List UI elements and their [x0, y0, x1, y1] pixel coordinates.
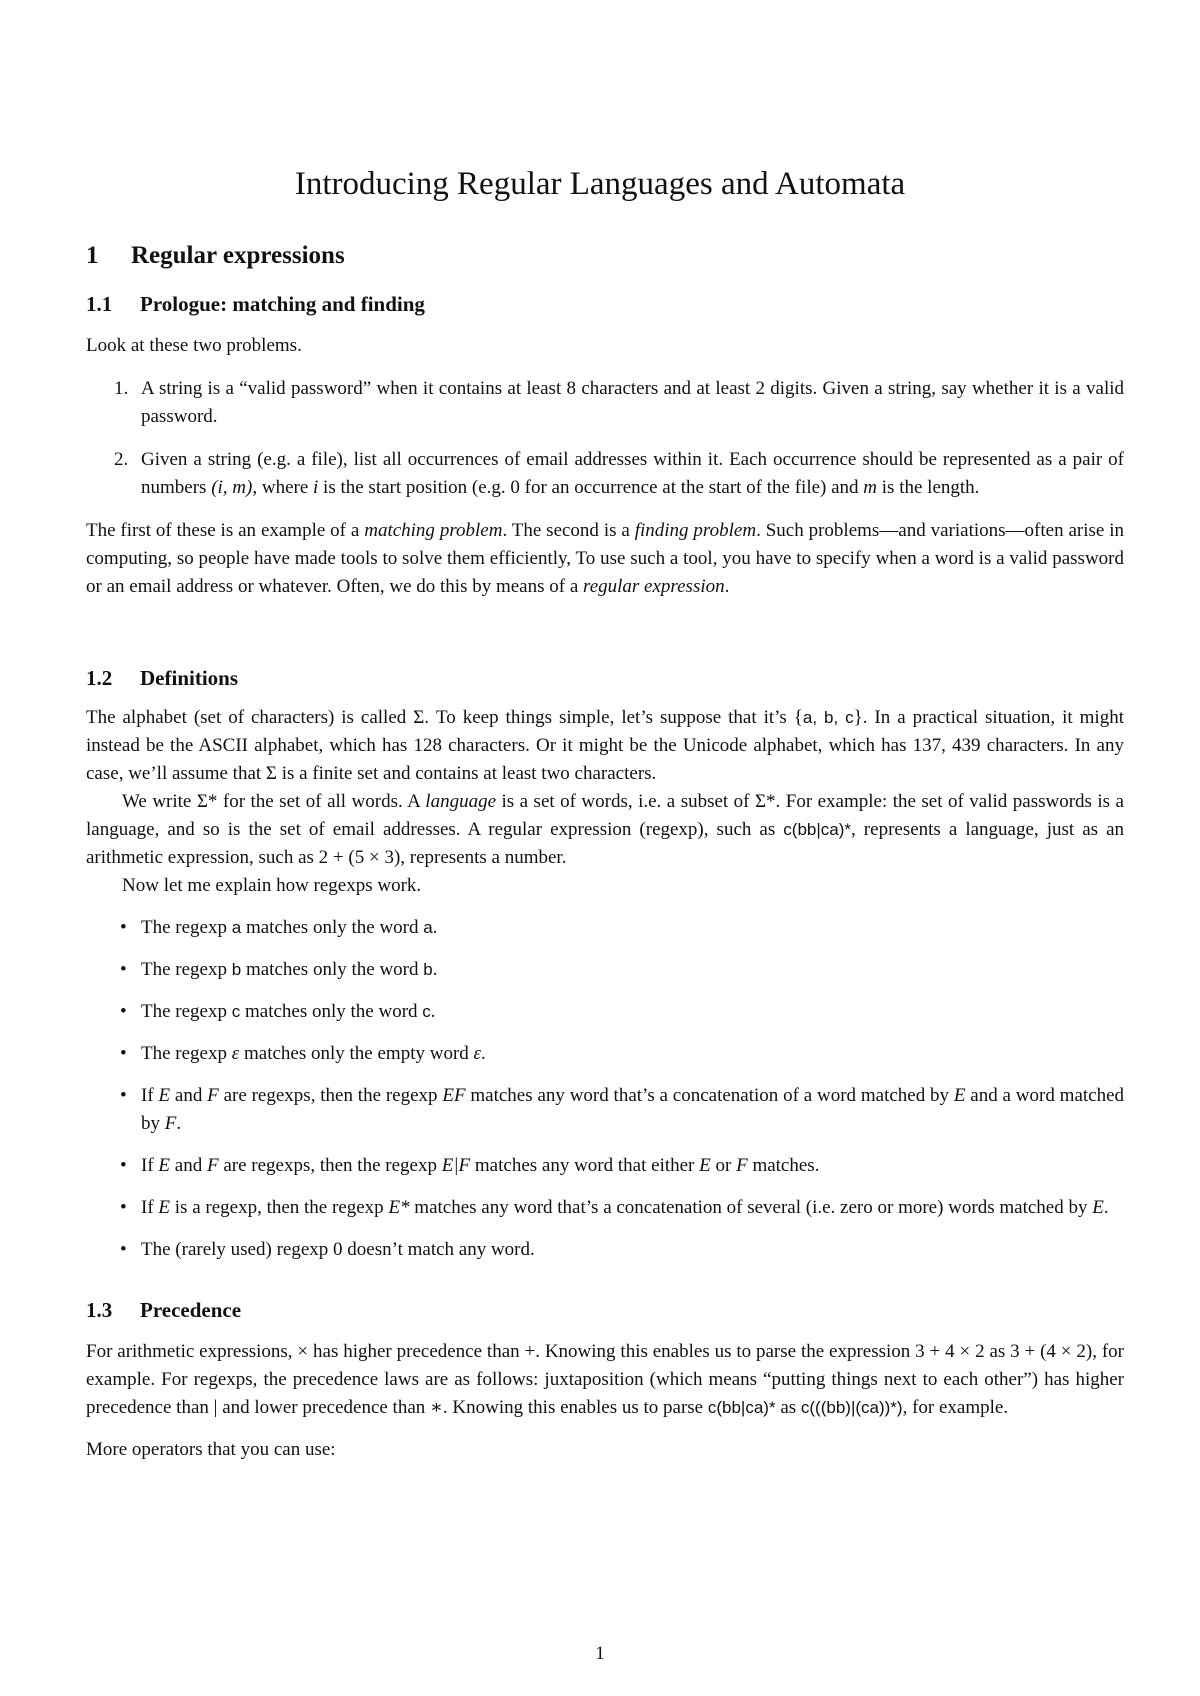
text: matches. — [747, 1155, 820, 1176]
text: If — [141, 1197, 159, 1218]
text: If — [141, 1085, 159, 1106]
subsection-number: 1.3 — [86, 1298, 113, 1322]
math-var: E — [1092, 1197, 1104, 1218]
bullet-icon: • — [120, 1085, 127, 1106]
regexp-rules-list — [86, 914, 1124, 1264]
rule-item — [86, 1040, 1124, 1068]
subsection-1-1-body — [86, 332, 1124, 601]
problem-text: is the length. — [877, 477, 980, 498]
emphasis: matching problem — [364, 520, 503, 541]
text: is a regexp, then the regexp — [170, 1197, 389, 1218]
more-operators-paragraph: More operators that you can use: — [86, 1439, 336, 1460]
text: . — [1103, 1197, 1109, 1218]
text: . Such problems—and variations—often arise in computing, so people have made tools to solve them efficiently, To use such a tool, you have to specify when a word is a valid password or an email address or whatever. Often, we do this by means of a — [86, 520, 1124, 597]
page-number: 1 — [595, 1643, 605, 1664]
problem-text: is the start position (e.g. 0 for an occurrence at the start of the file) and — [318, 477, 864, 498]
rule-item — [86, 914, 1124, 942]
text: or — [710, 1155, 737, 1176]
subsection-1-2-body — [86, 704, 1124, 1264]
text: The regexp — [141, 1043, 232, 1064]
text: , for example. — [902, 1397, 1009, 1418]
section-number: 1 — [86, 242, 99, 269]
text: For arithmetic expressions, × has higher precedence than +. Knowing this enables us to parse the expression 3 + 4 × 2 as 3 + (4 × 2), for example. For regexps, the precedence laws are as follows: juxtaposition (which means “putting things next to each other”) has higher precedence than | and lower precedence than ∗. Knowing this enables us to parse — [86, 1341, 1124, 1418]
language-paragraph — [86, 788, 1124, 872]
alphabet-paragraph — [86, 704, 1124, 788]
text: The regexp — [141, 1001, 232, 1022]
regexp-example: c(bb|ca)* — [707, 1398, 776, 1417]
bullet-icon: • — [120, 1197, 127, 1218]
subsection-number: 1.2 — [86, 666, 113, 690]
math-pair: (i, m) — [211, 477, 253, 498]
epsilon: ε — [231, 1043, 240, 1064]
math-var: m — [863, 477, 878, 498]
text: matches only the empty word — [239, 1043, 474, 1064]
document-title: Introducing Regular Languages and Automata — [294, 166, 906, 202]
rule-item — [86, 956, 1124, 984]
emphasis: regular expression — [583, 576, 725, 597]
text: is a set of words, i.e. a subset of Σ*. For example: the set of valid passwords is a language, and so is the set of email addresses. A regular expression (regexp), such as — [86, 791, 1124, 840]
rule-item — [86, 1194, 1124, 1222]
subsection-1-1-heading — [86, 290, 425, 318]
math-var: E — [953, 1085, 966, 1106]
regexp-literal: c — [231, 1002, 241, 1021]
text: The regexp — [141, 959, 232, 980]
text: are regexps, then the regexp — [218, 1155, 442, 1176]
text: . — [430, 1001, 436, 1022]
text: are regexps, then the regexp — [218, 1085, 443, 1106]
text: , represents a language, just as an arithmetic expression, such as 2 + (5 × 3), represents a number. — [86, 819, 1125, 868]
subsection-title: Precedence — [140, 1298, 242, 1322]
math-var: i — [313, 477, 319, 498]
bullet-icon: • — [120, 1239, 127, 1260]
text: . — [176, 1113, 182, 1134]
text: matches any word that’s a concatenation of several (i.e. zero or more) words matched by — [409, 1197, 1093, 1218]
math-var: E — [699, 1155, 711, 1176]
math-var: E — [158, 1155, 171, 1176]
math-expr: EF — [442, 1085, 466, 1106]
word-literal: c — [422, 1002, 431, 1021]
bullet-icon: • — [120, 1155, 127, 1176]
math-var: F — [207, 1085, 219, 1106]
text: matches only the word — [241, 917, 424, 938]
text: and — [170, 1085, 208, 1106]
text: matches only the word — [240, 1001, 423, 1022]
text: If — [141, 1155, 159, 1176]
subsection-title: Prologue: matching and finding — [140, 292, 425, 316]
problem-item-2 — [86, 446, 1124, 502]
subsection-title: Definitions — [140, 666, 239, 690]
text: }. In a practical situation, it might instead be the ASCII alphabet, which has 128 characters. Or it might be the Unicode alphabet, which has 137, 439 characters. In any case, we’ll assume that Σ is a finite set and contains at least two characters. — [86, 707, 1124, 784]
epsilon: ε — [473, 1043, 482, 1064]
math-var: F — [736, 1155, 748, 1176]
text: . — [724, 576, 730, 597]
regexp-literal: a — [231, 918, 242, 937]
problem-text: A string is a “valid password” when it contains at least 8 characters and at least 2 digits. Given a string, say whether it is a valid password. — [141, 378, 1124, 427]
regexp-literal: b — [231, 960, 242, 979]
section-1-heading — [86, 240, 345, 272]
list-number: 2. — [114, 449, 129, 470]
subsection-1-2-heading — [86, 664, 238, 692]
rule-item — [86, 998, 1124, 1026]
rule-item — [86, 1152, 1124, 1180]
text: The alphabet (set of characters) is called Σ. To keep things simple, let’s suppose that it’s { — [86, 707, 803, 728]
regexp-parsed: c(((bb)|(ca))*) — [800, 1398, 903, 1417]
bullet-icon: • — [120, 959, 127, 980]
bullet-icon: • — [120, 1001, 127, 1022]
precedence-paragraph — [86, 1338, 1124, 1422]
rule-item — [86, 1082, 1124, 1138]
math-var: F — [206, 1155, 219, 1176]
intro-paragraph: Look at these two problems. — [86, 335, 302, 356]
problem-text: Given a string (e.g. a file), list all occurrences of email addresses within it. Each occurrence should be represented as a pair of numbers — [141, 449, 1124, 498]
math-var: E — [158, 1197, 171, 1218]
emphasis: language — [425, 791, 497, 812]
text: We write Σ* for the set of all words. A — [122, 791, 426, 812]
text: The (rarely used) regexp 0 doesn’t match any word. — [141, 1239, 535, 1260]
text: . The second is a — [502, 520, 635, 541]
text: The first of these is an example of a — [86, 520, 365, 541]
subsection-number: 1.1 — [86, 292, 113, 316]
subsection-1-3-body — [86, 1338, 1124, 1464]
text: matches any word that either — [470, 1155, 700, 1176]
matching-paragraph — [86, 517, 1124, 601]
subsection-1-3-heading — [86, 1296, 241, 1324]
explain-paragraph: Now let me explain how regexps work. — [122, 875, 422, 896]
list-number: 1. — [114, 378, 129, 399]
math-var: F — [164, 1113, 177, 1134]
bullet-icon: • — [120, 1043, 127, 1064]
text: and — [170, 1155, 207, 1176]
bullet-icon: • — [120, 917, 127, 938]
word-literal: b — [423, 960, 433, 979]
text: and a word matched by — [141, 1085, 1125, 1134]
text: . — [432, 917, 438, 938]
math-expr: E* — [388, 1197, 410, 1218]
emphasis: finding problem — [634, 520, 757, 541]
problem-list — [86, 375, 1124, 502]
problem-text: , where — [252, 477, 314, 498]
text: The regexp — [141, 917, 232, 938]
text: matches only the word — [241, 959, 424, 980]
math-expr: E|F — [441, 1155, 471, 1176]
text: matches any word that’s a concatenation of a word matched by — [465, 1085, 954, 1106]
section-title: Regular expressions — [131, 242, 345, 269]
text: . — [481, 1043, 486, 1064]
word-literal: a — [423, 918, 433, 937]
text: as — [775, 1397, 801, 1418]
problem-item-1 — [86, 375, 1124, 431]
regexp-example: c(bb|ca)* — [783, 820, 852, 839]
rule-item — [86, 1236, 1124, 1264]
math-var: E — [158, 1085, 171, 1106]
alphabet-set: a, b, c — [802, 708, 854, 727]
text: . — [432, 959, 438, 980]
